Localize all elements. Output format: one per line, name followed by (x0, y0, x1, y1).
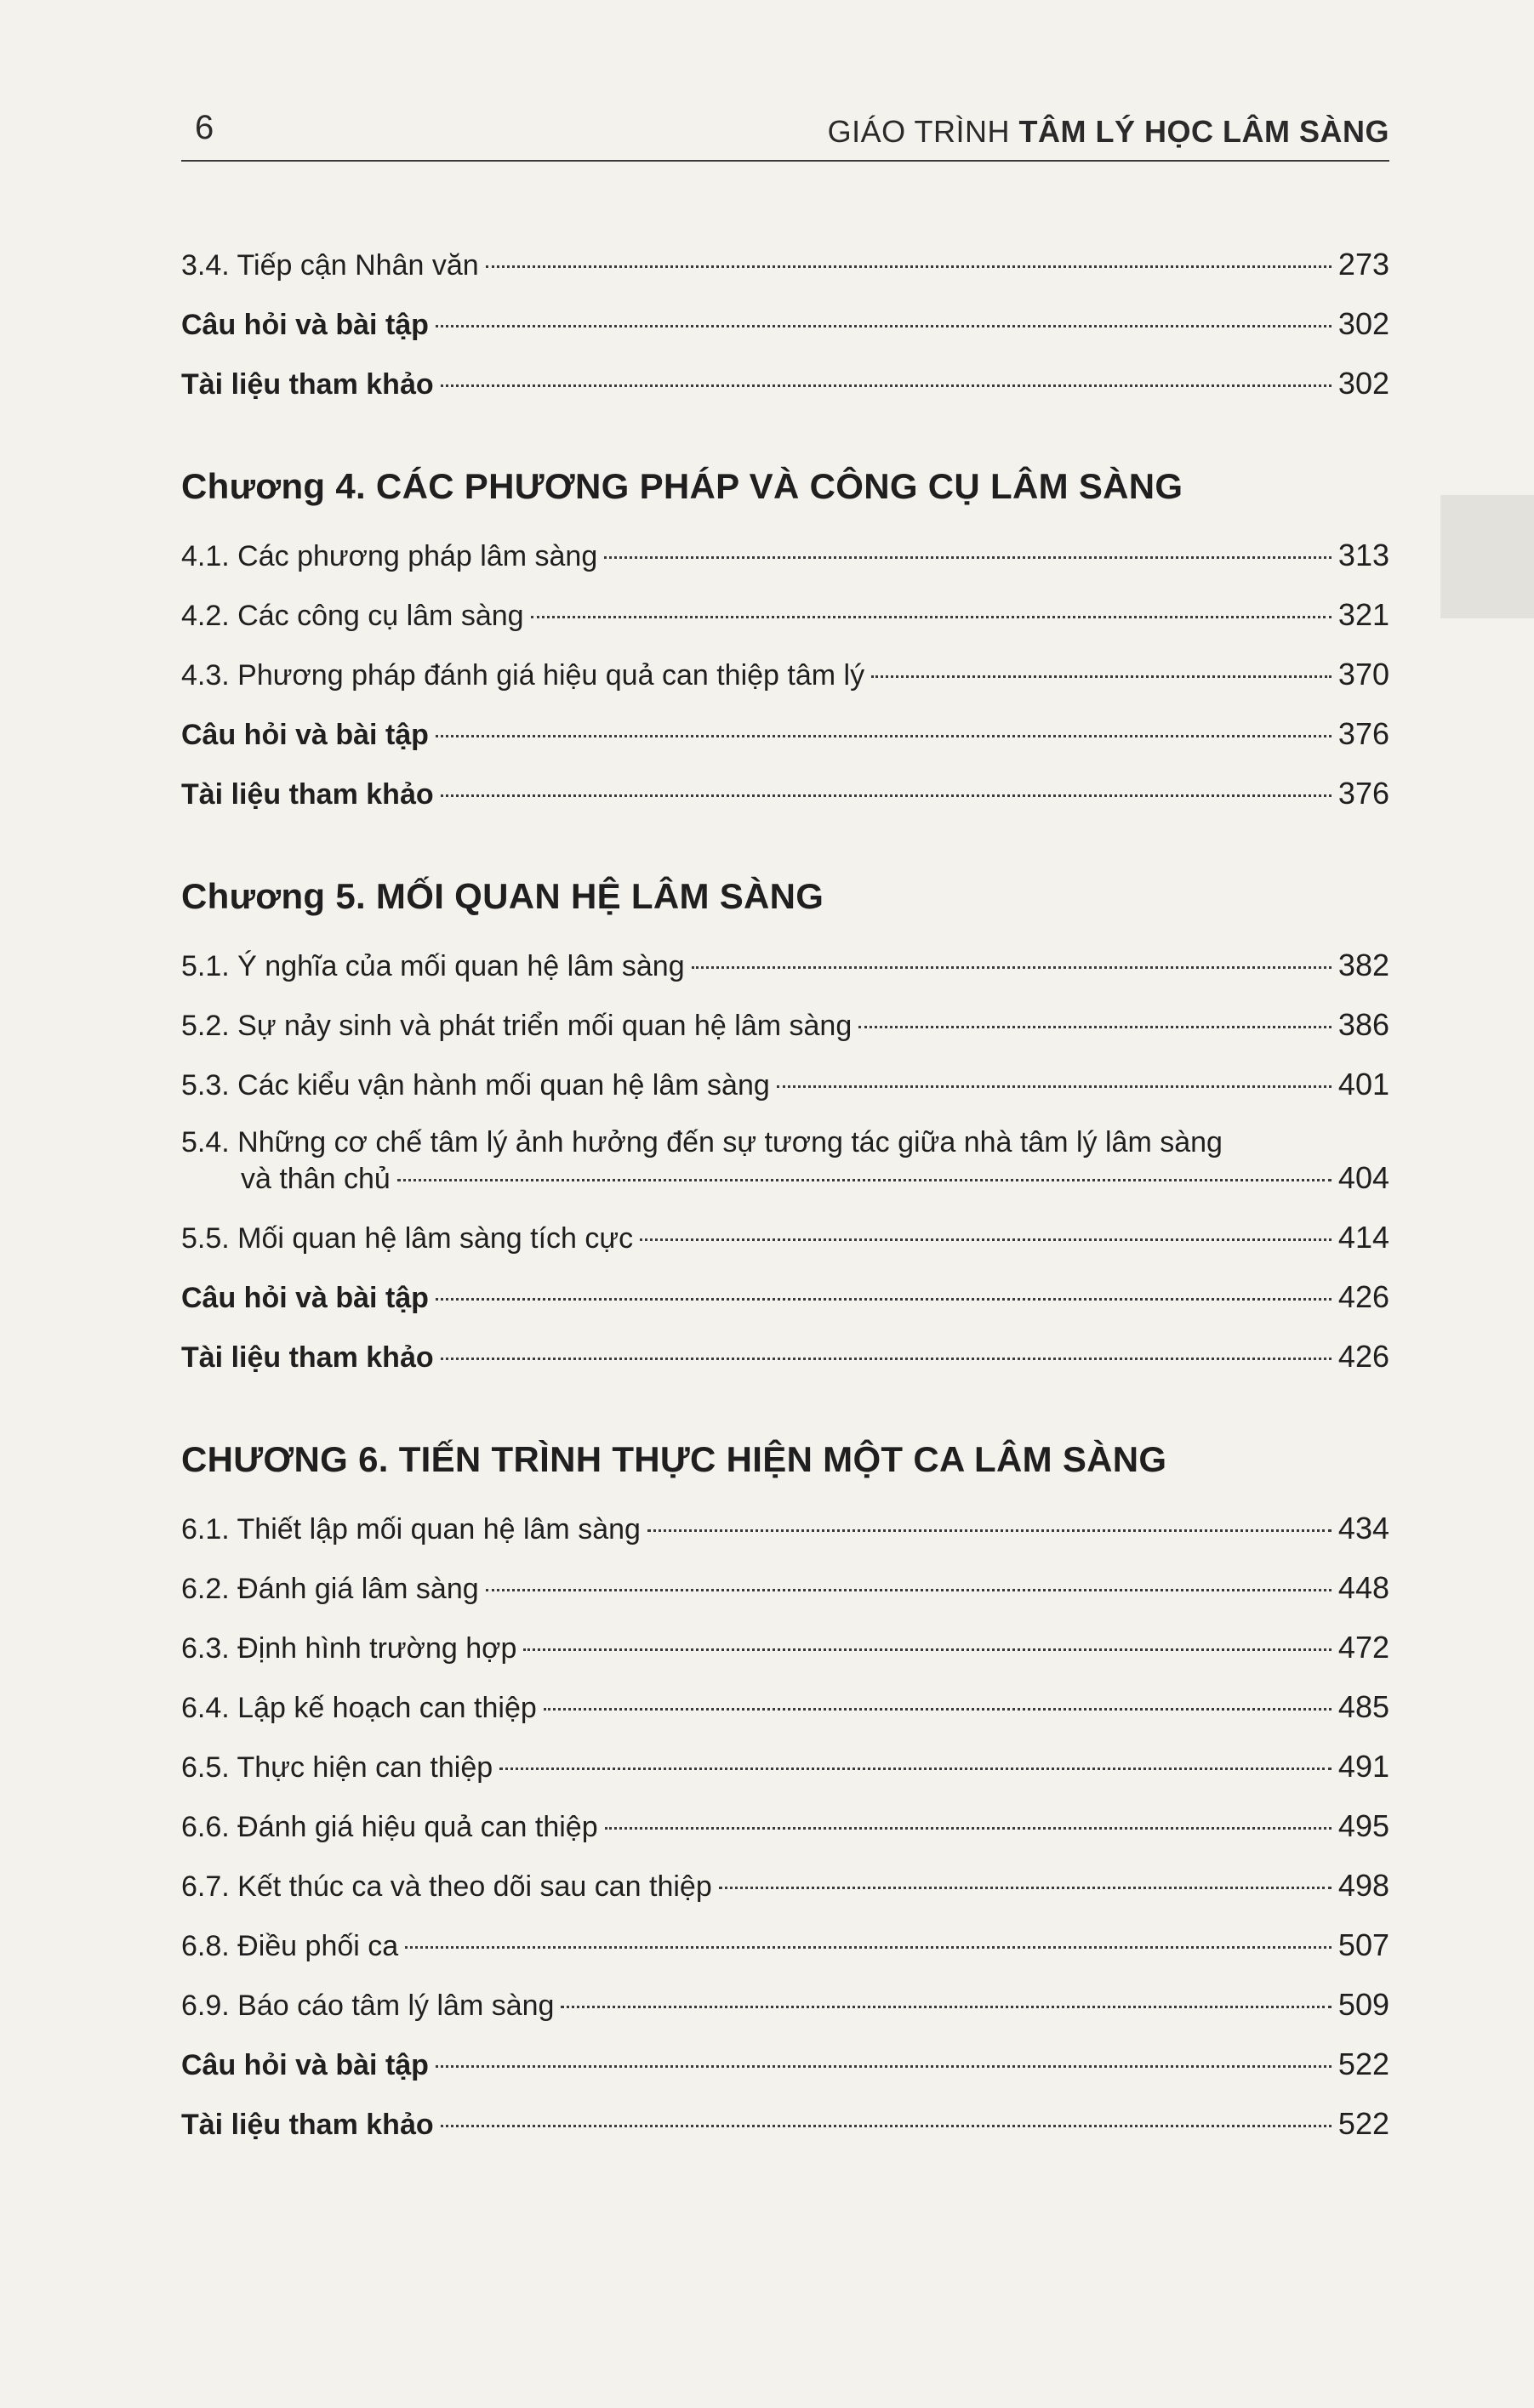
toc-entry (181, 948, 1389, 1007)
toc-entry-page: 376 (1337, 776, 1389, 811)
toc-entry-page: 302 (1337, 366, 1389, 401)
toc-entry-label: 6.9. Báo cáo tâm lý lâm sàng (181, 1990, 555, 2022)
toc-entry-5-4-line2 (181, 1160, 1389, 1220)
toc-entry-page: 302 (1337, 306, 1389, 341)
toc-entry-label: 6.1. Thiết lập mối quan hệ lâm sàng (181, 1513, 641, 1546)
toc-entry-label: 5.3. Các kiểu vận hành mối quan hệ lâm sàng (181, 1069, 770, 1102)
dot-leader (441, 794, 1332, 797)
toc-entry (181, 1987, 1389, 2047)
dot-leader (486, 265, 1332, 268)
dot-leader (605, 1827, 1332, 1830)
toc-entry-label: và thân chủ (241, 1163, 391, 1195)
toc-entry (181, 1630, 1389, 1689)
chapter-3-tail (181, 247, 1389, 425)
toc-entry (181, 716, 1389, 776)
dot-leader (777, 1085, 1332, 1088)
toc-entry (181, 1868, 1389, 1927)
toc-entry (181, 2106, 1389, 2166)
toc-entry (181, 1007, 1389, 1067)
toc-entry (181, 1570, 1389, 1630)
dot-leader (441, 384, 1332, 387)
dot-leader (405, 1946, 1332, 1949)
toc-entry (181, 776, 1389, 835)
toc-entry-page: 321 (1337, 597, 1389, 632)
toc-entry-label: 4.1. Các phương pháp lâm sàng (181, 540, 598, 572)
toc-entry-page: 485 (1337, 1689, 1389, 1724)
toc-entry (181, 597, 1389, 657)
toc-entry-page: 426 (1337, 1339, 1389, 1374)
dot-leader (436, 2065, 1332, 2068)
toc-entry-label: Tài liệu tham khảo (181, 2109, 434, 2141)
toc-entry-label: Câu hỏi và bài tập (181, 719, 429, 751)
toc-entry-page: 414 (1337, 1220, 1389, 1255)
toc-entry-page: 434 (1337, 1511, 1389, 1546)
toc-entry-page: 404 (1337, 1160, 1389, 1195)
running-title (828, 114, 1389, 150)
toc-entry-page: 491 (1337, 1749, 1389, 1784)
toc-entry (181, 2047, 1389, 2106)
toc-entry-page: 370 (1337, 657, 1389, 692)
toc-entry-label: Câu hỏi và bài tập (181, 2049, 429, 2081)
toc-entry-label: 3.4. Tiếp cận Nhân văn (181, 249, 479, 282)
toc-entry (181, 247, 1389, 306)
toc-entry-label: Tài liệu tham khảo (181, 368, 434, 401)
toc-entry-page: 509 (1337, 1987, 1389, 2022)
toc-entry-page: 382 (1337, 948, 1389, 982)
toc-entry (181, 657, 1389, 716)
dot-leader (436, 735, 1332, 737)
chapter-4-entries (181, 538, 1389, 835)
book-page (181, 0, 1389, 2408)
toc-entry (181, 1927, 1389, 1987)
dot-leader (436, 1298, 1332, 1301)
toc-entry-page: 522 (1337, 2047, 1389, 2081)
toc-entry-label: 4.2. Các công cụ lâm sàng (181, 600, 524, 632)
toc-entry (181, 1339, 1389, 1398)
toc-entry (181, 1220, 1389, 1279)
toc-entry-label: 6.5. Thực hiện can thiệp (181, 1751, 493, 1784)
toc-entry-label: 6.4. Lập kế hoạch can thiệp (181, 1692, 537, 1724)
dot-leader (561, 2006, 1331, 2008)
toc-entry-label: 5.4. Những cơ chế tâm lý ảnh hưởng đến sự tương tác giữa nhà tâm lý lâm sàng (181, 1126, 1223, 1158)
dot-leader (397, 1179, 1332, 1181)
chapter-5-heading: Chương 5. MỐI QUAN HỆ LÂM SÀNG (181, 876, 824, 916)
running-title-bold: TÂM LÝ HỌC LÂM SÀNG (1018, 114, 1389, 149)
toc-entry-label: Câu hỏi và bài tập (181, 309, 429, 341)
dot-leader (523, 1648, 1332, 1651)
chapter-5-entries-a (181, 948, 1389, 1126)
toc-entry-label: Tài liệu tham khảo (181, 1341, 434, 1374)
toc-entry-label: 6.3. Định hình trường hợp (181, 1632, 517, 1665)
toc-entry-page: 401 (1337, 1067, 1389, 1102)
toc-entry-label: 4.3. Phương pháp đánh giá hiệu quả can thiệp tâm lý (181, 659, 865, 692)
dot-leader (692, 966, 1332, 969)
dot-leader (647, 1529, 1332, 1532)
toc-entry-page: 273 (1337, 247, 1389, 282)
page-header (181, 109, 1389, 162)
dot-leader (499, 1768, 1332, 1770)
chapter-6-entries (181, 1511, 1389, 2166)
toc-entry-page: 376 (1337, 716, 1389, 751)
toc-entry-page: 426 (1337, 1279, 1389, 1314)
toc-entry (181, 538, 1389, 597)
toc-entry-page: 507 (1337, 1927, 1389, 1962)
toc-entry-page: 495 (1337, 1808, 1389, 1843)
toc-entry-5-4-line1 (181, 1126, 1389, 1160)
toc-entry-label: 5.2. Sự nảy sinh và phát triển mối quan hệ lâm sàng (181, 1010, 853, 1042)
toc-entry (181, 1749, 1389, 1808)
toc-entry-page: 313 (1337, 538, 1389, 572)
toc-entry-page: 386 (1337, 1007, 1389, 1042)
dot-leader (544, 1708, 1332, 1711)
dot-leader (604, 556, 1332, 559)
toc-entry-page: 448 (1337, 1570, 1389, 1605)
toc-entry (181, 1067, 1389, 1126)
toc-entry-page: 472 (1337, 1630, 1389, 1665)
chapter-4-heading: Chương 4. CÁC PHƯƠNG PHÁP VÀ CÔNG CỤ LÂM SÀNG (181, 466, 1183, 506)
toc-entry (181, 1689, 1389, 1749)
toc-entry-label: 6.8. Điều phối ca (181, 1930, 399, 1962)
dot-leader (531, 616, 1332, 618)
dot-leader (436, 325, 1332, 327)
dot-leader (441, 1358, 1332, 1360)
toc-entry (181, 366, 1389, 425)
dot-leader (719, 1887, 1332, 1889)
toc-entry-label: Câu hỏi và bài tập (181, 1282, 429, 1314)
dot-leader (640, 1238, 1332, 1241)
toc-entry-label: 6.7. Kết thúc ca và theo dõi sau can thiệp (181, 1870, 712, 1903)
toc-entry-label: 6.2. Đánh giá lâm sàng (181, 1573, 479, 1605)
dot-leader (441, 2125, 1332, 2127)
dot-leader (486, 1589, 1332, 1591)
toc-entry-label: Tài liệu tham khảo (181, 778, 434, 811)
toc-entry-label: 6.6. Đánh giá hiệu quả can thiệp (181, 1811, 598, 1843)
dot-leader (858, 1026, 1332, 1028)
dot-leader (871, 675, 1332, 678)
table-of-contents (181, 247, 1389, 2166)
bleed-through-band (1440, 495, 1534, 618)
chapter-5-entries-b (181, 1220, 1389, 1398)
toc-entry-label: 5.1. Ý nghĩa của mối quan hệ lâm sàng (181, 950, 685, 982)
chapter-6-heading: CHƯƠNG 6. TIẾN TRÌNH THỰC HIỆN MỘT CA LÂM SÀNG (181, 1439, 1167, 1479)
toc-entry-page: 522 (1337, 2106, 1389, 2141)
running-title-prefix: GIÁO TRÌNH (827, 114, 1019, 149)
toc-entry (181, 306, 1389, 366)
toc-entry (181, 1511, 1389, 1570)
toc-entry-label: 5.5. Mối quan hệ lâm sàng tích cực (181, 1222, 634, 1255)
toc-entry (181, 1808, 1389, 1868)
toc-entry (181, 1279, 1389, 1339)
toc-entry-page: 498 (1337, 1868, 1389, 1903)
page-number: 6 (195, 109, 214, 146)
